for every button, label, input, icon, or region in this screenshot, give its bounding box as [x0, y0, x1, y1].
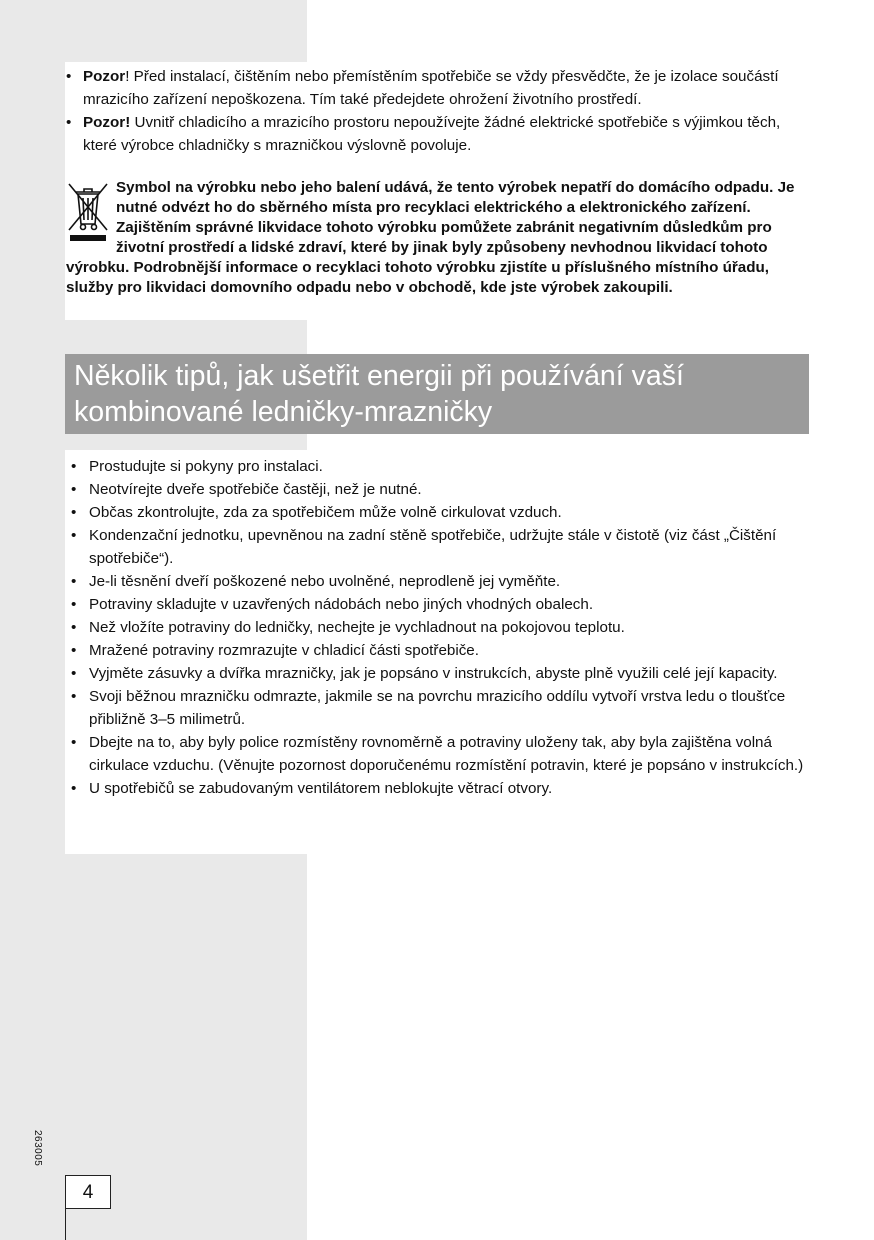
warning-item: [66, 65, 816, 111]
list-item: • Než vložíte potraviny do ledničky, nechejte je vychladnout na pokojovou teplotu.: [71, 616, 811, 639]
list-item: • Vyjměte zásuvky a dvířka mrazničky, jak je popsáno v instrukcích, abyste plně využili celé její kapacity.: [71, 662, 811, 685]
list-item: • Občas zkontrolujte, zda za spotřebičem může volně cirkulovat vzduch.: [71, 501, 811, 524]
list-item: • Neotvírejte dveře spotřebiče častěji, než je nutné.: [71, 478, 811, 501]
recycling-notice: [66, 178, 811, 298]
warning-label: Pozor: [83, 68, 126, 85]
list-item: • Dbejte na to, aby byly police rozmístěny rovnoměrně a potraviny uloženy tak, aby byla zajištěna volná cirkulace vzduchu. (Věnujte pozornost doporučenému rozmístění potravin, které je popsáno v instrukcích.): [71, 731, 811, 777]
list-item: • Mražené potraviny rozmrazujte v chladicí části spotřebiče.: [71, 639, 811, 662]
energy-tips-list: [71, 455, 811, 800]
page-number-rule: [65, 1208, 66, 1240]
warning-text: Uvnitř chladicího a mrazicího prostoru nepoužívejte žádné elektrické spotřebiče s výjimkou těch, které výrobce chladničky s mrazničkou výslovně povoluje.: [83, 114, 781, 154]
section-title: Několik tipů, jak ušetřit energii při používání vaší kombinované ledničky-mrazničky: [65, 354, 809, 434]
list-item: • Je-li těsnění dveří poškozené nebo uvolněné, neprodleně jej vyměňte.: [71, 570, 811, 593]
page-number: 4: [65, 1175, 111, 1209]
warning-list: [66, 65, 816, 157]
document-code: 263005: [32, 1130, 43, 1167]
list-item: • Kondenzační jednotku, upevněnou na zadní stěně spotřebiče, udržujte stále v čistotě (viz část „Čištění spotřebiče“).: [71, 524, 811, 570]
recycling-text: Symbol na výrobku nebo jeho balení udává, že tento výrobek nepatří do domácího odpadu. Je nutné odvézt ho do sběrného místa pro recyklaci elektrického a elektronického zařízení. Zajištěním správné likvidace tohoto výrobku pomůžete zabránit negativním důsledkům pro životní prostředí a lidské zdraví, které by jinak byly způsobeny nevhodnou likvidací tohoto výrobku. Podrobnější informace o recyklaci tohoto výrobku zjistíte u příslušného místního úřadu, služby pro likvidaci domovního odpadu nebo v obchodě, kde jste výrobek zakoupili.: [66, 179, 795, 296]
warning-item: [66, 111, 816, 157]
list-item: • Prostudujte si pokyny pro instalaci.: [71, 455, 811, 478]
warning-text: ! Před instalací, čištěním nebo přemístěním spotřebiče se vždy přesvědčte, že je izolace součástí mrazicího zařízení nepoškozena. Tím také předejdete ohrožení životního prostředí.: [83, 68, 779, 108]
crossed-out-wheelie-bin-icon: [66, 180, 110, 242]
warning-label: Pozor!: [83, 114, 131, 131]
list-item: • U spotřebičů se zabudovaným ventilátorem neblokujte větrací otvory.: [71, 777, 811, 800]
list-item: • Potraviny skladujte v uzavřených nádobách nebo jiných vhodných obalech.: [71, 593, 811, 616]
list-item: • Svoji běžnou mrazničku odmrazte, jakmile se na povrchu mrazicího oddílu vytvoří vrstva ledu o tloušťce přibližně 3–5 milimetrů.: [71, 685, 811, 731]
